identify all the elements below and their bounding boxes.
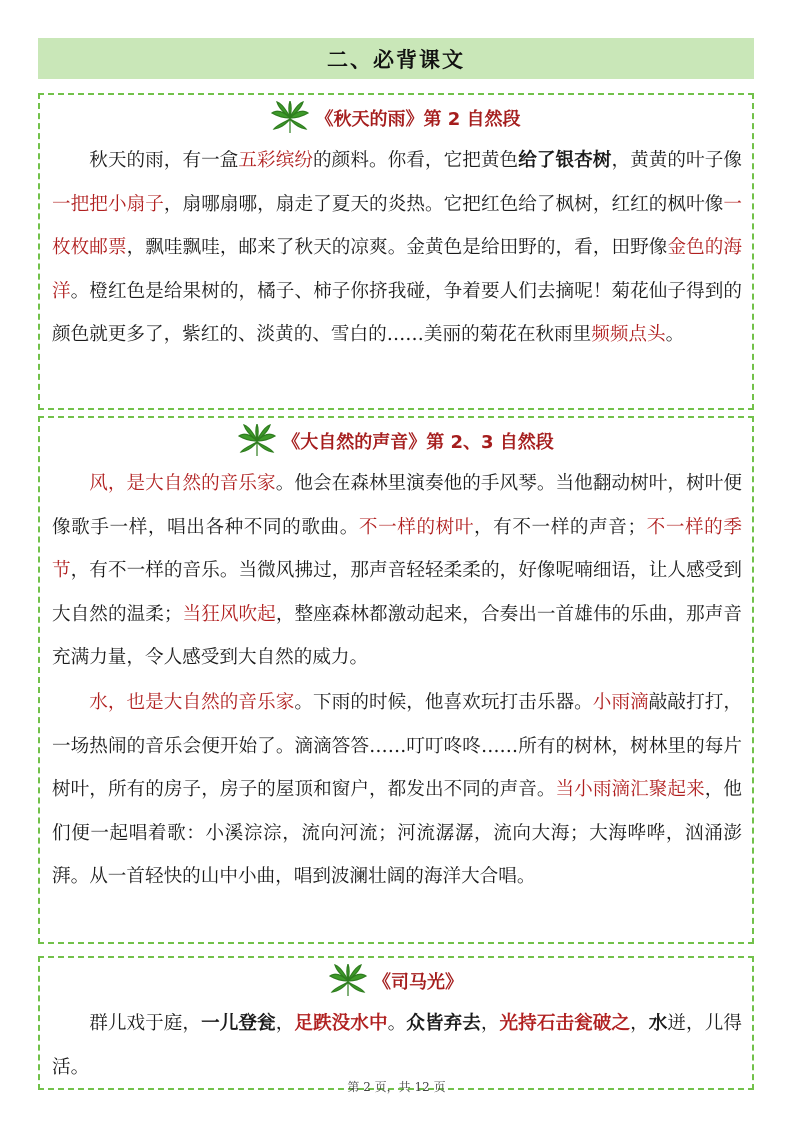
text-run: ，飘哇飘哇，邮来了秋天的凉爽。金黄色是给田野的，看，田野像 [126,237,668,259]
text-run: 群儿戏于庭， [89,1013,202,1034]
section-header-title: 二、必背课文 [327,47,465,72]
highlighted-phrase: 一枚枚邮票 [52,193,742,259]
text-run: ，有不一样的声音； [474,516,647,538]
highlighted-phrase: 五彩缤纷 [238,150,314,171]
text-run: 。 [665,324,685,346]
highlighted-phrase: 当小雨滴汇聚起来 [555,779,705,801]
text-run: 迸，儿得活。 [52,1013,742,1078]
passage-box-nature-sounds [38,416,754,944]
section-header [38,38,754,79]
text-run: 水 [648,1013,668,1034]
text-run: 的颜料。你看，它把黄色 [313,150,519,171]
text-run: 秋天的雨，有一盒 [89,150,239,171]
text-run: ， [630,1013,649,1034]
leaf-icon [238,424,276,458]
highlighted-phrase: 一把把小扇子 [52,193,164,215]
highlighted-phrase: 当狂风吹起 [182,603,276,625]
passage-box-sima-guang [38,956,754,1090]
text-run: ，黄黄的叶子像 [611,150,742,171]
text-run: 。他会在森林里演奏他的手风琴。当他翻动树叶，树叶便像歌手一样，唱出各种不同的歌曲。 [52,473,742,538]
text-run: ，有不一样的音乐。当微风拂过，那声音轻轻柔柔的，好像呢喃细语，让人感受到大自然的温柔； [52,560,742,625]
text-run: 敲敲打打，一场热闹的音乐会便开始了。滴滴答答……叮叮咚咚……所有的树林，树林里的每片树叶，所有的房子，房子的屋顶和窗户，都发出不同的声音。 [52,692,742,801]
text-run: ， [480,1013,500,1034]
passage-title [40,99,752,137]
passage-paragraph [52,139,742,357]
passage-title [40,962,752,1000]
text-run: ，他们便一起唱着歌：小溪淙淙，流向河流；河流潺潺，流向大海；大海哗哗，汹涌澎湃。从一首轻快的山中小曲，唱到波澜壮阔的海洋大合唱。 [52,779,742,888]
text-run: ，扇哪扇哪，扇走了夏天的炎热。它把红色给了枫树，红红的枫叶像 [163,193,724,215]
highlighted-phrase: 风，是大自然的音乐家 [89,473,276,494]
text-run: ， [275,1013,295,1034]
highlighted-phrase: 频频点头 [591,324,666,346]
text-run: ，整座森林都激动起来，合奏出一首雄伟的乐曲，那声音充满力量，令人感受到大自然的威力。 [52,603,742,669]
text-run: 给了银杏树 [518,150,612,171]
highlighted-phrase: 水，也是大自然的音乐家 [89,692,295,713]
highlighted-phrase: 不一样的季节 [52,516,742,582]
text-run: 。 [387,1013,407,1034]
highlighted-phrase: 光持石击瓮破之 [499,1013,631,1034]
leaf-icon [329,964,367,998]
text-run: 。橙红色是给果树的，橘子、柿子你挤我碰，争着要人们去摘呢！菊花仙子得到的颜色就更多了，紫红的、淡黄的、雪白的……美丽的菊花在秋雨里 [52,280,742,346]
passage-title-text: 《大自然的声音》第 2、3 自然段 [282,432,554,453]
passage-paragraph [52,681,742,899]
leaf-icon [271,101,309,135]
page-number: 第 2 页，共 12 页 [347,1080,446,1094]
passage-paragraph [52,1002,742,1089]
text-run: 。下雨的时候，他喜欢玩打击乐器。 [294,692,593,713]
passage-title [40,422,752,460]
passage-title-text: 《司马光》 [373,972,463,993]
passage-paragraph [52,462,742,680]
page-footer [0,1078,793,1095]
highlighted-phrase: 足跌没水中 [294,1013,388,1034]
text-run: 众皆弃去 [406,1013,481,1034]
highlighted-phrase: 金色的海洋 [52,237,742,302]
passage-box-autumn-rain [38,93,754,410]
text-run: 一儿登瓮 [201,1013,276,1034]
highlighted-phrase: 不一样的树叶 [358,516,474,538]
passage-title-text: 《秋天的雨》第 2 自然段 [315,109,521,130]
highlighted-phrase: 小雨滴 [592,692,649,713]
